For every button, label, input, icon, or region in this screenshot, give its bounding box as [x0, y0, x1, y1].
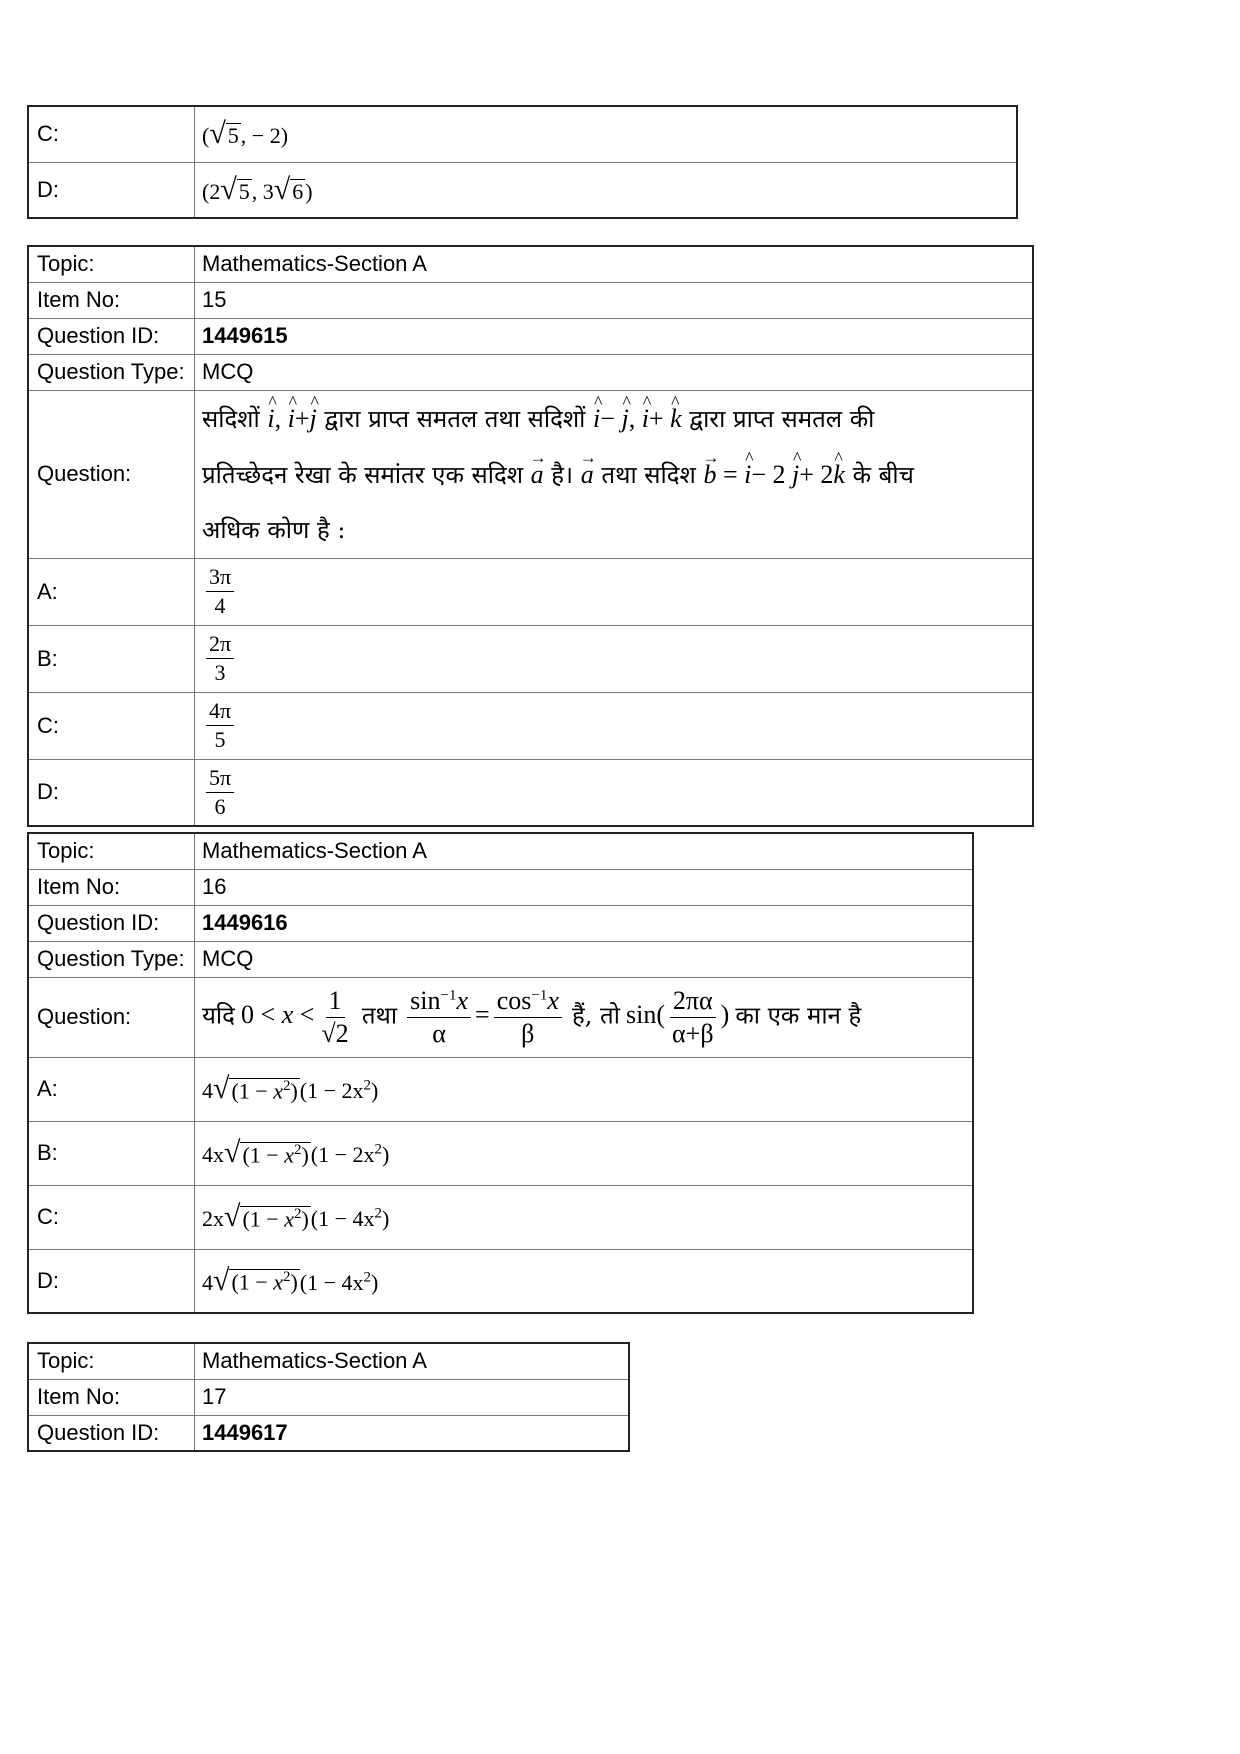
item-no-label: Item No: — [28, 1379, 195, 1415]
option-value: $4x√(1 - x^2)(1 - 2x^2)$ — [195, 1121, 974, 1185]
question-id-value: 1449616 — [195, 905, 974, 941]
question-text: यदि 0 < x < $\frac{1}{√2}$ तथा $\frac{\sin^{-1}x}{\alpha}$ = $\frac{\cos^{-1}x}{\beta}$ हैं, तो sin( $\frac{2\pi\alpha}{\alpha+\beta}$ ) का एक मान है — [195, 977, 974, 1057]
option-value: $2x√(1 - x^2)(1 - 4x^2)$ — [195, 1185, 974, 1249]
topic-label: Topic: — [28, 1343, 195, 1379]
item-no-value: 15 — [195, 282, 1034, 318]
question-type-row — [28, 354, 1033, 390]
option-row-c — [28, 1185, 973, 1249]
question-id-row — [28, 1415, 629, 1451]
question-id-label: Question ID: — [28, 1415, 195, 1451]
question-17-table — [27, 1342, 630, 1452]
question-id-row — [28, 905, 973, 941]
option-label: C: — [28, 692, 195, 759]
question-type-label: Question Type: — [28, 941, 195, 977]
question-label: Question: — [28, 390, 195, 558]
question-id-value: 1449615 — [195, 318, 1034, 354]
question-row — [28, 977, 973, 1057]
topic-label: Topic: — [28, 833, 195, 869]
topic-value: Mathematics-Section A — [195, 246, 1034, 282]
topic-value: Mathematics-Section A — [195, 833, 974, 869]
option-row-b — [28, 1121, 973, 1185]
option-label: B: — [28, 1121, 195, 1185]
option-value: (√5, − 2) — [195, 106, 1018, 162]
option-row-d — [28, 1249, 973, 1313]
option-value: $4√(1 - x^2)(1 - 2x^2)$ — [195, 1057, 974, 1121]
option-row-c — [28, 692, 1033, 759]
continued-options-table — [27, 105, 1018, 219]
question-type-value: MCQ — [195, 354, 1034, 390]
option-label: B: — [28, 625, 195, 692]
option-label: A: — [28, 558, 195, 625]
item-no-row — [28, 282, 1033, 318]
option-value: $\frac{3\pi}{4}$ — [195, 558, 1034, 625]
option-row-d — [28, 759, 1033, 826]
question-line-2: प्रतिच्छेदन रेखा के समांतर एक सदिश → a है। → a तथा सदिश → b = ^ i− 2 ^ j+ 2^ k के बीच — [202, 447, 1032, 503]
option-label: C: — [28, 106, 195, 162]
option-label: D: — [28, 162, 195, 218]
option-value: $4√(1 - x^2)(1 - 4x^2)$ — [195, 1249, 974, 1313]
question-type-row — [28, 941, 973, 977]
option-label: D: — [28, 1249, 195, 1313]
topic-row — [28, 833, 973, 869]
question-id-label: Question ID: — [28, 905, 195, 941]
option-row — [28, 106, 1017, 162]
option-row — [28, 162, 1017, 218]
option-label: D: — [28, 759, 195, 826]
question-15-table — [27, 245, 1034, 827]
item-no-label: Item No: — [28, 869, 195, 905]
topic-label: Topic: — [28, 246, 195, 282]
item-no-value: 16 — [195, 869, 974, 905]
option-row-b — [28, 625, 1033, 692]
option-label: A: — [28, 1057, 195, 1121]
option-value: (2√5, 3√6) — [195, 162, 1018, 218]
option-row-a — [28, 558, 1033, 625]
option-label: C: — [28, 1185, 195, 1249]
option-value: $\frac{5\pi}{6}$ — [195, 759, 1034, 826]
question-row — [28, 390, 1033, 558]
option-value: $\frac{2\pi}{3}$ — [195, 625, 1034, 692]
question-text — [195, 390, 1034, 558]
question-id-label: Question ID: — [28, 318, 195, 354]
item-no-value: 17 — [195, 1379, 630, 1415]
question-line-1: सदिशों ^ i, ^ i+^ j द्वारा प्राप्त समतल तथा सदिशों ^ i− ^ j, ^ i+ ^ k द्वारा प्राप्त समतल की — [202, 391, 1032, 447]
topic-row — [28, 246, 1033, 282]
item-no-label: Item No: — [28, 282, 195, 318]
question-label: Question: — [28, 977, 195, 1057]
question-id-row — [28, 318, 1033, 354]
question-type-value: MCQ — [195, 941, 974, 977]
option-row-a — [28, 1057, 973, 1121]
item-no-row — [28, 1379, 629, 1415]
question-line-3: अधिक कोण है : — [202, 515, 346, 544]
item-no-row — [28, 869, 973, 905]
question-id-value: 1449617 — [195, 1415, 630, 1451]
topic-row — [28, 1343, 629, 1379]
question-16-table — [27, 832, 974, 1314]
question-type-label: Question Type: — [28, 354, 195, 390]
option-value: $\frac{4\pi}{5}$ — [195, 692, 1034, 759]
topic-value: Mathematics-Section A — [195, 1343, 630, 1379]
